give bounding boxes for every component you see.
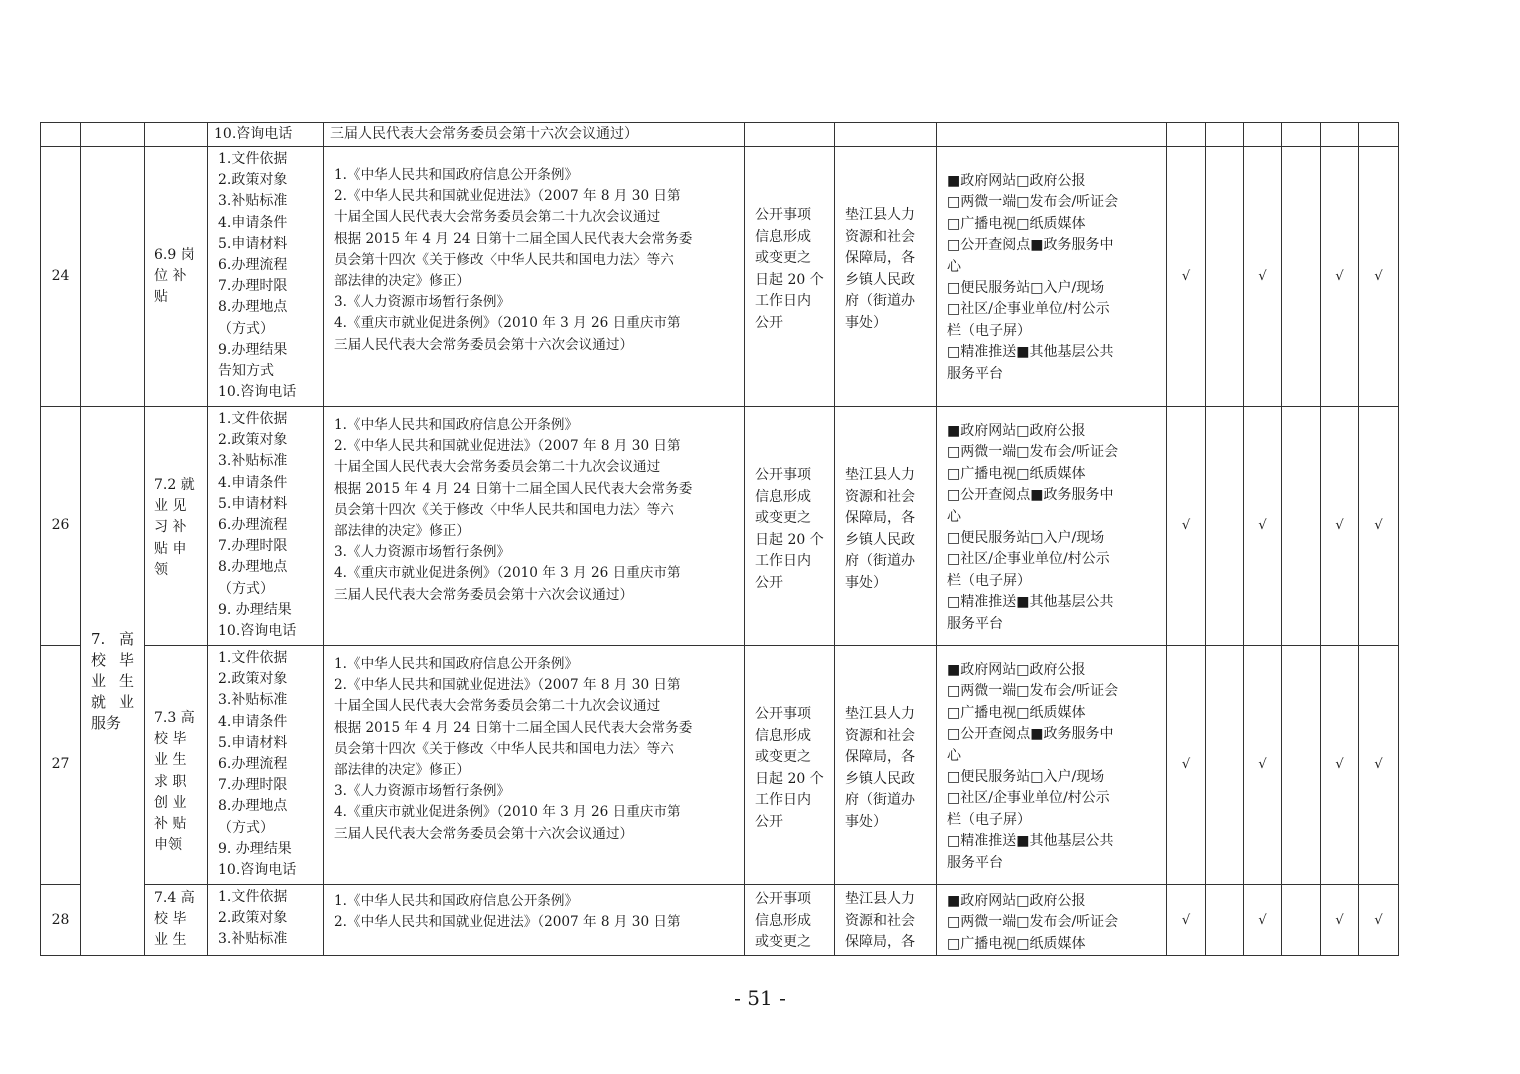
content-item: 5.申请材料: [218, 495, 288, 512]
time-line: 日起 20 个: [755, 770, 824, 787]
row-number: 28: [41, 885, 81, 956]
check-cell: √: [1321, 147, 1359, 407]
channel-line: ■政府网站□政府公报: [947, 893, 1086, 909]
basis-line: 根据 2015 年 4 月 24 日第十二届全国人民代表大会常务委: [334, 480, 693, 497]
channel-line: 栏（电子屏）: [947, 572, 1031, 589]
subject-line: 事处）: [845, 813, 887, 830]
subject-cell: [835, 885, 937, 956]
subject-cell: [835, 147, 937, 407]
subject-line: 乡镇人民政: [845, 271, 915, 288]
subject-line: 保障局，各: [845, 510, 915, 526]
basis-line: 1.《中华人民共和国政府信息公开条例》: [334, 167, 579, 183]
content-item: 3.补贴标准: [218, 453, 288, 470]
subject-line: 垫江县人力: [845, 467, 915, 483]
basis-line: 1.《中华人民共和国政府信息公开条例》: [334, 417, 579, 433]
subject-line: 资源和社会: [845, 228, 915, 245]
basis-cell: 三届人民代表大会常务委员会第十六次会议通过）: [324, 123, 745, 147]
item-name-line: 位 补: [154, 268, 187, 285]
item-name-line: 校 毕: [154, 731, 187, 748]
basis-cell: [324, 407, 745, 646]
subject-line: 事处）: [845, 574, 887, 591]
content-items-cell: [208, 147, 324, 407]
content-item: 5.申请材料: [218, 235, 288, 252]
content-item: 7.办理时限: [218, 278, 288, 295]
basis-line: 4.《重庆市就业促进条例》（2010 年 3 月 26 日重庆市第: [334, 565, 681, 582]
time-line: 或变更之: [755, 250, 811, 266]
time-line: 公开: [755, 314, 783, 331]
basis-line: 部法律的决定》修正）: [334, 523, 470, 540]
subject-line: 府（街道办: [845, 792, 915, 808]
basis-cell: [324, 646, 745, 885]
check-cell: √: [1244, 147, 1282, 407]
item-name-line: 7.4 高: [154, 890, 195, 906]
channel-line: ■政府网站□政府公报: [947, 423, 1086, 439]
channel-line: □广播电视□纸质媒体: [947, 215, 1086, 232]
content-item: 9. 办理结果: [218, 601, 292, 618]
basis-line: 4.《重庆市就业促进条例》（2010 年 3 月 26 日重庆市第: [334, 315, 681, 332]
channel-line: □精准推送■其他基层公共: [947, 594, 1114, 611]
check-cell: [1206, 147, 1244, 407]
content-item: 4.申请条件: [218, 214, 288, 231]
time-line: 信息形成: [755, 488, 811, 505]
time-line: 工作日内: [755, 293, 811, 309]
item-name-line: 习 补: [154, 519, 187, 536]
channel-line: 服务平台: [947, 365, 1003, 382]
content-item: （方式）: [218, 580, 274, 597]
basis-cell: [324, 147, 745, 407]
content-item: 1.文件依据: [218, 650, 288, 666]
content-item: 4.申请条件: [218, 474, 288, 491]
basis-line: 根据 2015 年 4 月 24 日第十二届全国人民代表大会常务委: [334, 230, 693, 247]
subject-line: 垫江县人力: [845, 706, 915, 722]
channel-line: □公开查阅点■政务服务中: [947, 237, 1114, 254]
content-item: 7.办理时限: [218, 777, 288, 794]
basis-line: 2.《中华人民共和国就业促进法》（2007 年 8 月 30 日第: [334, 438, 681, 455]
time-line: 日起 20 个: [755, 271, 824, 288]
channel-line: □广播电视□纸质媒体: [947, 935, 1086, 952]
check-cell: √: [1321, 646, 1359, 885]
channel-line: ■政府网站□政府公报: [947, 173, 1086, 189]
basis-line: 4.《重庆市就业促进条例》（2010 年 3 月 26 日重庆市第: [334, 804, 681, 821]
content-item: 6.办理流程: [218, 517, 288, 534]
channel-line: □广播电视□纸质媒体: [947, 704, 1086, 721]
table-row-continued: [41, 123, 1399, 147]
check-cell: √: [1359, 646, 1399, 885]
subject-line: 资源和社会: [845, 488, 915, 505]
item-name-line: 贴 申: [154, 540, 187, 557]
content-item: 4.申请条件: [218, 713, 288, 730]
subject-line: 资源和社会: [845, 912, 915, 929]
content-item: 9.办理结果: [218, 341, 288, 358]
check-cell: √: [1321, 885, 1359, 956]
time-line: 或变更之: [755, 510, 811, 526]
basis-line: 部法律的决定》修正）: [334, 273, 470, 290]
time-line: 工作日内: [755, 553, 811, 569]
basis-line: 根据 2015 年 4 月 24 日第十二届全国人民代表大会常务委: [334, 719, 693, 736]
content-items-cell: [208, 407, 324, 646]
basis-line: 员会第十四次《关于修改〈中华人民共和国电力法〉等六: [334, 740, 674, 757]
check-cell: √: [1244, 407, 1282, 646]
channel-line: ■政府网站□政府公报: [947, 662, 1086, 678]
item-name-line: 业 生: [154, 752, 187, 769]
basis-line: 三届人民代表大会常务委员会第十六次会议通过）: [334, 336, 634, 353]
channel-line: □两微一端□发布会/听证会: [947, 194, 1119, 211]
content-item: 2.政策对象: [218, 432, 288, 449]
channel-line: □社区/企事业单位/村公示: [947, 301, 1110, 318]
channel-line: 心: [947, 258, 961, 275]
table-row: [41, 407, 1399, 646]
basis-line: 十届全国人民代表大会常务委员会第二十九次会议通过: [334, 459, 661, 476]
basis-line: 1.《中华人民共和国政府信息公开条例》: [334, 656, 579, 672]
channel-line: □便民服务站□入户/现场: [947, 769, 1105, 786]
content-item: 1.文件依据: [218, 411, 288, 427]
subject-line: 垫江县人力: [845, 891, 915, 907]
content-item: 9. 办理结果: [218, 840, 292, 857]
item-name-line: 6.9 岗: [154, 247, 195, 263]
channel-line: □公开查阅点■政务服务中: [947, 726, 1114, 743]
subject-line: 事处）: [845, 314, 887, 331]
content-item: 3.补贴标准: [218, 193, 288, 210]
basis-line: 3.《人力资源市场暂行条例》: [334, 544, 511, 561]
item-name-line: 7.2 就: [154, 477, 195, 493]
content-item: （方式）: [218, 819, 274, 836]
basis-line: 1.《中华人民共和国政府信息公开条例》: [334, 893, 579, 909]
check-cell: √: [1167, 147, 1206, 407]
content-item: 8.办理地点: [218, 559, 288, 576]
disclosure-table: [40, 122, 1399, 956]
check-cell: √: [1167, 885, 1206, 956]
basis-line: 2.《中华人民共和国就业促进法》（2007 年 8 月 30 日第: [334, 677, 681, 694]
content-item: 告知方式: [218, 363, 274, 380]
check-cell: √: [1359, 885, 1399, 956]
basis-line: 十届全国人民代表大会常务委员会第二十九次会议通过: [334, 698, 661, 715]
check-cell: √: [1167, 646, 1206, 885]
subject-cell: [835, 407, 937, 646]
content-item: （方式）: [218, 320, 274, 337]
page-number: - 51 -: [734, 986, 786, 1010]
check-cell: √: [1167, 407, 1206, 646]
item-name-line: 补 贴: [154, 816, 187, 833]
check-cell: √: [1359, 407, 1399, 646]
check-cell: [1282, 407, 1321, 646]
subject-line: 保障局，各: [845, 250, 915, 266]
check-cell: [1282, 646, 1321, 885]
channel-line: □两微一端□发布会/听证会: [947, 683, 1119, 700]
item-name-cell: [145, 147, 208, 407]
item-name-line: 贴: [154, 289, 168, 306]
content-item: 2.政策对象: [218, 172, 288, 189]
channels-cell: [937, 885, 1167, 956]
content-items-cell: [208, 885, 324, 956]
check-cell: [1206, 646, 1244, 885]
check-cell: [1206, 885, 1244, 956]
time-limit-cell: [745, 147, 835, 407]
content-item: 6.办理流程: [218, 756, 288, 773]
subject-line: 保障局，各: [845, 749, 915, 765]
time-line: 信息形成: [755, 228, 811, 245]
subject-line: 府（街道办: [845, 553, 915, 569]
time-line: 信息形成: [755, 912, 811, 929]
channels-cell: [937, 407, 1167, 646]
subject-line: 乡镇人民政: [845, 531, 915, 548]
content-item: 5.申请材料: [218, 734, 288, 751]
category-cell: [81, 147, 145, 407]
item-name-line: 7.3 高: [154, 710, 195, 726]
basis-line: 员会第十四次《关于修改〈中华人民共和国电力法〉等六: [334, 501, 674, 518]
item-name-cell: [145, 885, 208, 956]
content-item: 7.办理时限: [218, 538, 288, 555]
item-name-line: 业 生: [154, 932, 187, 949]
channel-line: 栏（电子屏）: [947, 811, 1031, 828]
basis-line: 2.《中华人民共和国就业促进法》（2007 年 8 月 30 日第: [334, 914, 681, 931]
basis-line: 2.《中华人民共和国就业促进法》（2007 年 8 月 30 日第: [334, 188, 681, 205]
content-item: 2.政策对象: [218, 910, 288, 927]
item-name-line: 求 职: [154, 773, 187, 790]
channels-cell: [937, 147, 1167, 407]
channel-line: □公开查阅点■政务服务中: [947, 487, 1114, 504]
time-line: 公开: [755, 813, 783, 830]
content-item: 3.补贴标准: [218, 931, 288, 948]
time-line: 信息形成: [755, 727, 811, 744]
time-line: 公开事项: [755, 207, 811, 223]
category-cell: 7. 高校毕业生就业服务: [81, 407, 145, 956]
time-line: 公开: [755, 574, 783, 591]
channel-line: □精准推送■其他基层公共: [947, 833, 1114, 850]
item-name-line: 创 业: [154, 794, 187, 811]
time-line: 工作日内: [755, 792, 811, 808]
content-item: 10.咨询电话: [218, 384, 297, 401]
channel-line: 栏（电子屏）: [947, 322, 1031, 339]
content-item: 1.文件依据: [218, 151, 288, 167]
channel-line: □便民服务站□入户/现场: [947, 280, 1105, 297]
basis-line: 十届全国人民代表大会常务委员会第二十九次会议通过: [334, 209, 661, 226]
channel-line: 心: [947, 508, 961, 525]
check-cell: √: [1244, 646, 1282, 885]
basis-line: 三届人民代表大会常务委员会第十六次会议通过）: [334, 825, 634, 842]
channels-cell: [937, 646, 1167, 885]
row-number: 26: [41, 407, 81, 646]
content-item: 10.咨询电话: [218, 862, 297, 879]
row-number: 27: [41, 646, 81, 885]
table-row: [41, 646, 1399, 885]
basis-cell: [324, 885, 745, 956]
row-number: 24: [41, 147, 81, 407]
basis-line: 部法律的决定》修正）: [334, 762, 470, 779]
check-cell: √: [1244, 885, 1282, 956]
channel-line: □广播电视□纸质媒体: [947, 465, 1086, 482]
check-cell: [1282, 885, 1321, 956]
content-item: 1.文件依据: [218, 889, 288, 905]
check-cell: √: [1359, 147, 1399, 407]
time-line: 或变更之: [755, 749, 811, 765]
channel-line: □便民服务站□入户/现场: [947, 530, 1105, 547]
time-line: 或变更之: [755, 934, 811, 950]
check-cell: √: [1321, 407, 1359, 646]
channel-line: 心: [947, 747, 961, 764]
time-limit-cell: [745, 885, 835, 956]
time-limit-cell: [745, 646, 835, 885]
table-row: [41, 147, 1399, 407]
item-name-cell: [145, 646, 208, 885]
subject-line: 垫江县人力: [845, 207, 915, 223]
table-row: [41, 885, 1399, 956]
content-item: 3.补贴标准: [218, 692, 288, 709]
subject-line: 保障局，各: [845, 934, 915, 950]
item-name-cell: [145, 407, 208, 646]
time-line: 公开事项: [755, 467, 811, 483]
subject-line: 资源和社会: [845, 727, 915, 744]
channel-line: □社区/企事业单位/村公示: [947, 551, 1110, 568]
channel-line: □两微一端□发布会/听证会: [947, 444, 1119, 461]
content-item: 2.政策对象: [218, 671, 288, 688]
channel-line: 服务平台: [947, 615, 1003, 632]
basis-line: 3.《人力资源市场暂行条例》: [334, 783, 511, 800]
content-item: 8.办理地点: [218, 798, 288, 815]
item-name-line: 申领: [154, 837, 182, 854]
item-name-line: 校 毕: [154, 911, 187, 928]
content-item: 10.咨询电话: [218, 623, 297, 640]
content-item: 8.办理地点: [218, 299, 288, 316]
time-limit-cell: [745, 407, 835, 646]
subject-line: 府（街道办: [845, 293, 915, 309]
channel-line: □精准推送■其他基层公共: [947, 344, 1114, 361]
time-line: 公开事项: [755, 891, 811, 907]
time-line: 公开事项: [755, 706, 811, 722]
channel-line: □两微一端□发布会/听证会: [947, 914, 1119, 931]
item-name-line: 领: [154, 561, 168, 578]
basis-line: 员会第十四次《关于修改〈中华人民共和国电力法〉等六: [334, 251, 674, 268]
check-cell: [1282, 147, 1321, 407]
basis-line: 3.《人力资源市场暂行条例》: [334, 294, 511, 311]
check-cell: [1206, 407, 1244, 646]
subject-cell: [835, 646, 937, 885]
item-name-line: 业 见: [154, 498, 187, 515]
basis-line: 三届人民代表大会常务委员会第十六次会议通过）: [334, 586, 634, 603]
subject-line: 乡镇人民政: [845, 770, 915, 787]
content-item: 6.办理流程: [218, 257, 288, 274]
content-items-cell: [208, 646, 324, 885]
channel-line: □社区/企事业单位/村公示: [947, 790, 1110, 807]
channel-line: 服务平台: [947, 854, 1003, 871]
items-cell: 10.咨询电话: [208, 123, 324, 147]
time-line: 日起 20 个: [755, 531, 824, 548]
